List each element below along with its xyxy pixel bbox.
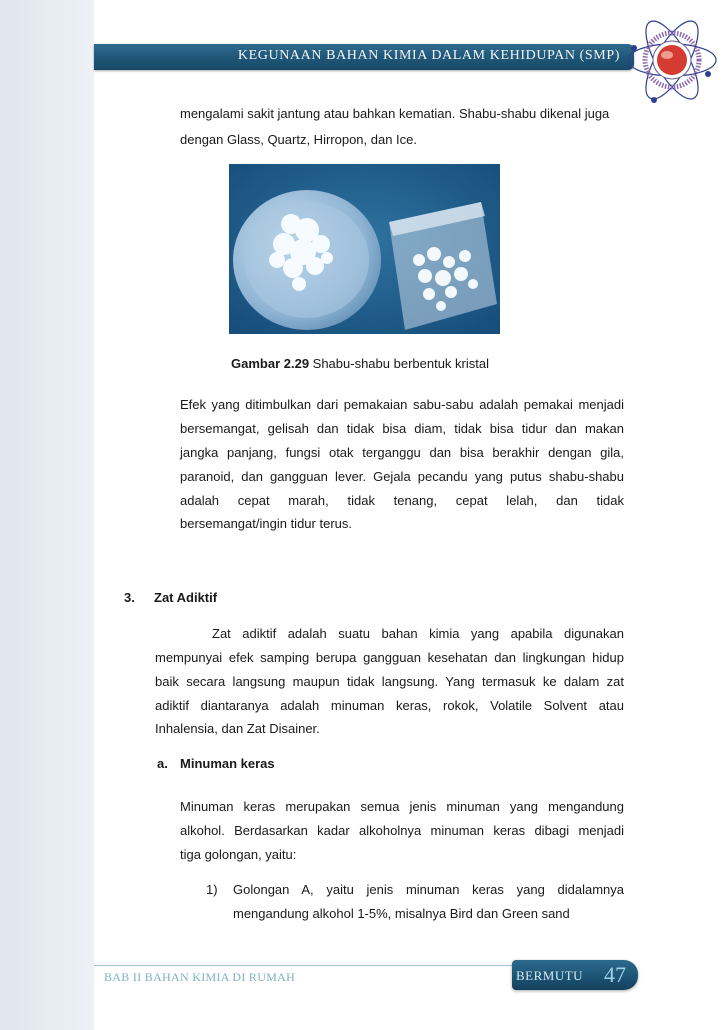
subsection-a-line-1: Minuman keras merupakan semua jenis minuman yang mengandung [180, 799, 624, 814]
section-3-line-5: Inhalensia, dan Zat Disainer. [155, 721, 320, 736]
footer-program-name: BERMUTU [516, 968, 584, 983]
effects-line-1: Efek yang ditimbulkan dari pemakaian sabu-sabu adalah pemakai menjadi [180, 397, 624, 412]
subsection-a-line-2: alkohol. Berdasarkan kadar alkoholnya minuman keras dibagi menjadi [180, 823, 624, 838]
effects-line-2: bersemangat, gelisah dan tidak bisa diam, tidak bisa tidur dan makan [180, 421, 624, 436]
atom-emblem-icon [622, 10, 722, 110]
intro-line-1: mengalami sakit jantung atau bahkan kematian. Shabu-shabu dikenal juga [180, 106, 610, 121]
running-header-title: KEGUNAAN BAHAN KIMIA DALAM KEHIDUPAN (SMP) [237, 48, 620, 63]
effects-line-5: adalah cepat marah, tidak tenang, cepat lelah, dan tidak [180, 493, 624, 508]
subsection-a-line-3: tiga golongan, yaitu: [180, 847, 297, 862]
page-side-strip [0, 0, 94, 1030]
figure-label: Gambar 2.29 [231, 356, 310, 371]
footer-rule [94, 965, 512, 966]
section-3-line-4: adiktif diantaranya adalah minuman keras, rokok, Volatile Solvent atau [155, 698, 624, 713]
figure-caption-text: Shabu-shabu berbentuk kristal [309, 356, 489, 371]
list-item-1-line-2: mengandung alkohol 1-5%, misalnya Bird dan Green sand [233, 906, 570, 921]
section-3-number: 3. [124, 590, 135, 605]
list-item-1-number: 1) [206, 882, 218, 897]
section-3-line-2: mempunyai efek samping berupa gangguan kesehatan dan lingkungan hidup [155, 650, 624, 665]
section-3-line-1: Zat adiktif adalah suatu bahan kimia yang apabila digunakan [212, 626, 624, 641]
section-3-line-3: baik secara langsung maupun tidak langsung. Yang termasuk ke dalam zat [155, 674, 624, 689]
footer-chapter-title: BAB II BAHAN KIMIA DI RUMAH [104, 970, 296, 984]
effects-line-4: paranoid, dan gangguan lever. Gejala pecandu yang putus shabu-shabu [180, 469, 624, 484]
figure-caption [231, 356, 489, 371]
subsection-a-title: Minuman keras [180, 756, 275, 771]
crystal-photo [229, 164, 500, 334]
section-3-title: Zat Adiktif [154, 590, 218, 605]
subsection-a-letter: a. [157, 756, 168, 771]
list-item-1-line-1: Golongan A, yaitu jenis minuman keras yang didalamnya [233, 882, 624, 897]
effects-line-3: jangka panjang, fungsi otak terganggu dan bisa berakhir dengan gila, [180, 445, 624, 460]
effects-line-6: bersemangat/ingin tidur terus. [180, 516, 352, 531]
intro-line-2: dengan Glass, Quartz, Hirropon, dan Ice. [180, 132, 418, 147]
page-number: 47 [604, 962, 626, 987]
